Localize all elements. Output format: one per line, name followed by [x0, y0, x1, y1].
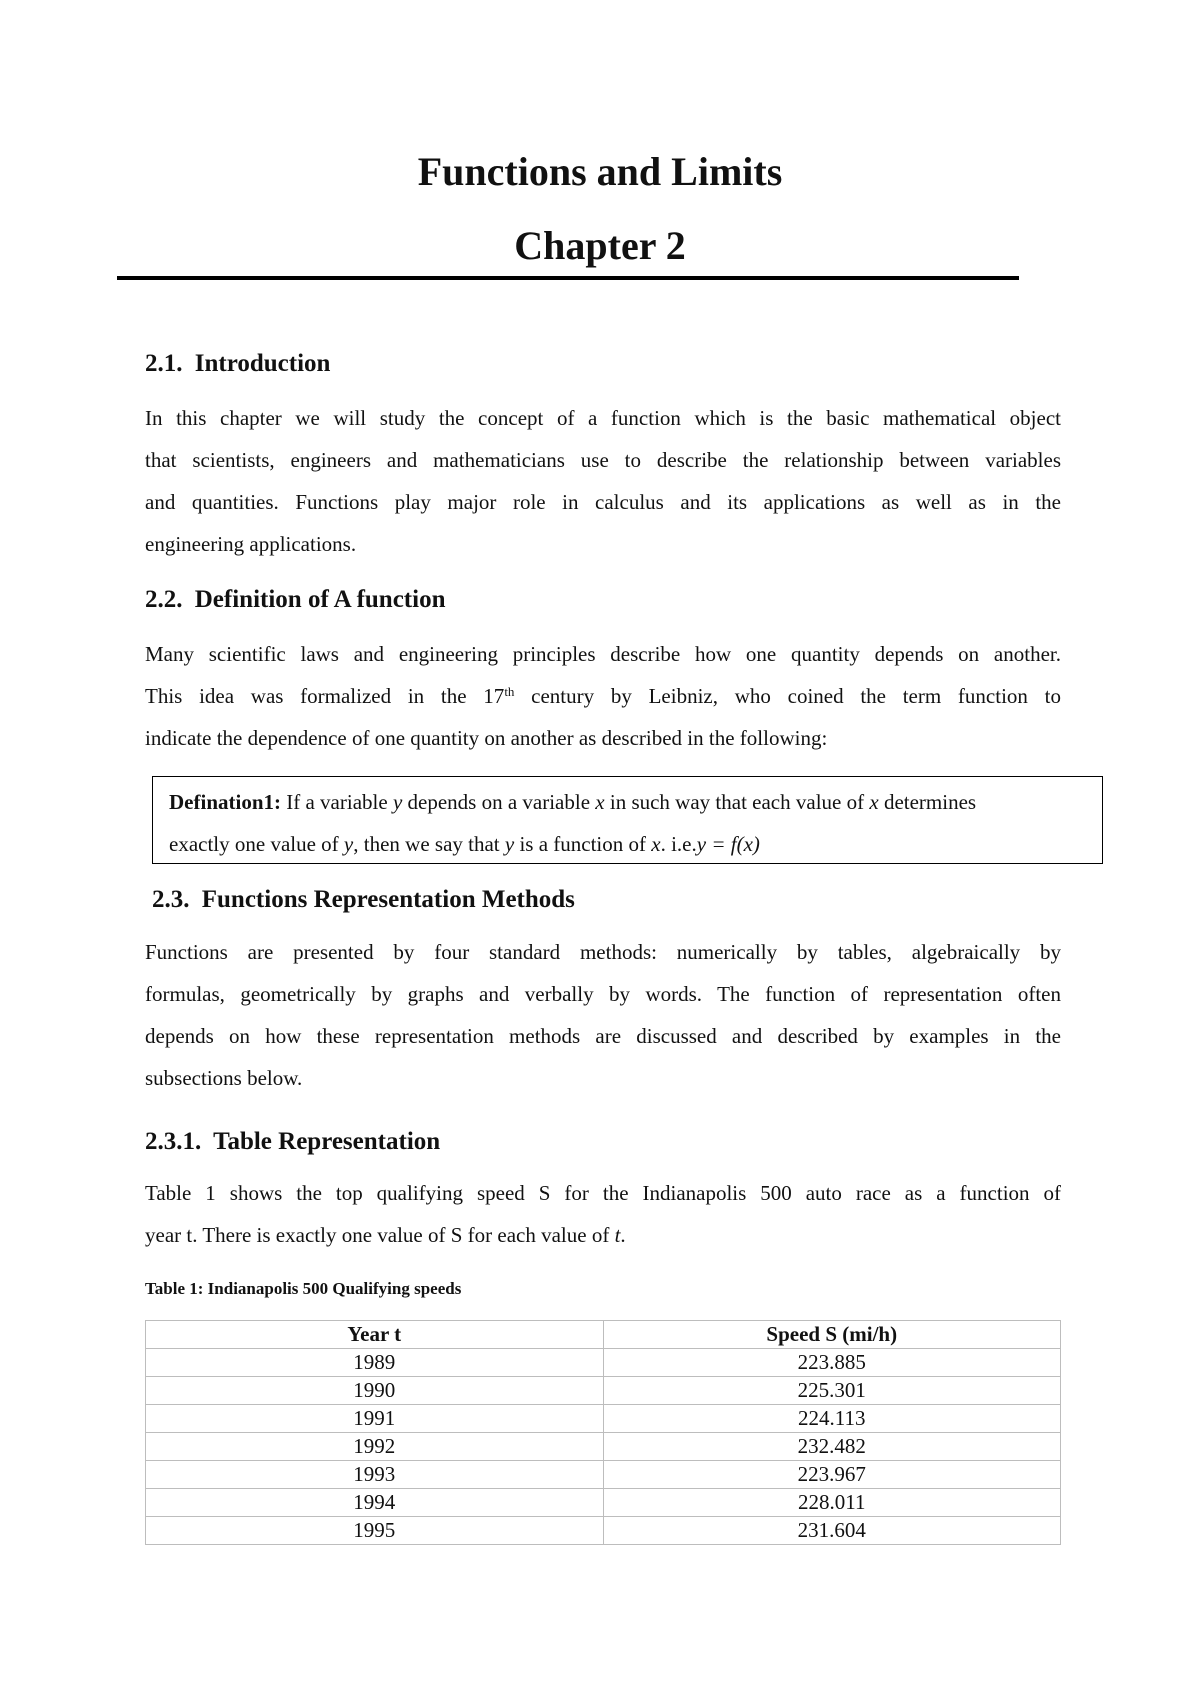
- speed-table: [145, 1320, 1061, 1545]
- math-formula: y = f(x): [696, 832, 760, 856]
- text-segment: If a variable: [281, 790, 393, 814]
- table-caption: Table 1: Indianapolis 500 Qualifying speeds: [145, 1279, 462, 1298]
- section-number: 2.3.1.: [145, 1128, 202, 1155]
- text-segment: determines: [878, 790, 977, 814]
- definition-line: [169, 823, 1088, 865]
- representation-paragraph: [145, 931, 1061, 1099]
- text-line: formulas, geometrically by graphs and verbally by words. The function of representation often: [145, 982, 1061, 1006]
- text-segment: , then we say that: [353, 832, 505, 856]
- table-cell: 1989: [146, 1349, 604, 1377]
- text-segment: century by Leibniz, who coined the term function to: [514, 684, 1061, 708]
- table-row: [146, 1349, 1061, 1377]
- text-line: Functions are presented by four standard methods: numerically by tables, algebraically by: [145, 940, 1061, 964]
- table-row: [146, 1461, 1061, 1489]
- text-line: Many scientific laws and engineering principles describe how one quantity depends on another.: [145, 642, 1061, 666]
- table-cell: 1990: [146, 1377, 604, 1405]
- table-row: [146, 1433, 1061, 1461]
- section-number: 2.2.: [145, 586, 183, 613]
- text-line: indicate the dependence of one quantity on another as described in the following:: [145, 726, 828, 750]
- chapter-title: Chapter 2: [514, 223, 686, 268]
- math-variable: x: [869, 790, 879, 814]
- table-cell: 1992: [146, 1433, 604, 1461]
- section-heading-representation: [152, 886, 575, 914]
- text-line: In this chapter we will study the concept of a function which is the basic mathematical object: [145, 406, 1061, 430]
- section-heading-definition: [145, 586, 445, 614]
- superscript: th: [504, 684, 515, 699]
- definition-label: Defination1:: [169, 790, 281, 814]
- column-header: Speed S (mi/h): [603, 1321, 1061, 1349]
- table-row: [146, 1517, 1061, 1545]
- text-segment: in such way that each value of: [604, 790, 870, 814]
- text-line: that scientists, engineers and mathematicians use to describe the relationship between variables: [145, 448, 1061, 472]
- table-row: [146, 1405, 1061, 1433]
- text-line: subsections below.: [145, 1066, 303, 1090]
- text-segment: is a function of: [514, 832, 652, 856]
- table-cell: 223.885: [603, 1349, 1061, 1377]
- table-cell: 228.011: [603, 1489, 1061, 1517]
- column-header: Year t: [146, 1321, 604, 1349]
- table-cell: 1995: [146, 1517, 604, 1545]
- page-title: Functions and Limits: [417, 149, 783, 194]
- title-divider: [117, 276, 1019, 280]
- table-row: [146, 1489, 1061, 1517]
- section-heading-table: [145, 1128, 440, 1156]
- table-cell: 225.301: [603, 1377, 1061, 1405]
- section-number: 2.1.: [145, 350, 183, 377]
- text-line: [145, 675, 1061, 717]
- table-cell: 223.967: [603, 1461, 1061, 1489]
- table-cell: 232.482: [603, 1433, 1061, 1461]
- table-cell: 1991: [146, 1405, 604, 1433]
- math-variable: x: [595, 790, 605, 814]
- table-cell: 224.113: [603, 1405, 1061, 1433]
- text-line: engineering applications.: [145, 532, 357, 556]
- text-segment: . i.e.: [660, 832, 697, 856]
- introduction-paragraph: [145, 397, 1061, 565]
- table-cell: 231.604: [603, 1517, 1061, 1545]
- math-variable: y: [504, 832, 515, 856]
- text-line: and quantities. Functions play major role in calculus and its applications as well as in the: [145, 490, 1061, 514]
- text-segment: .: [620, 1223, 626, 1247]
- section-number: 2.3.: [152, 886, 190, 913]
- math-variable: x: [651, 832, 661, 856]
- text-segment: This idea was formalized in the 17: [145, 684, 505, 708]
- math-variable: y: [343, 832, 354, 856]
- definition-box: [152, 776, 1103, 864]
- text-segment: year t. There is exactly one value of S for each value of: [145, 1223, 615, 1247]
- text-line: depends on how these representation methods are discussed and described by examples in the: [145, 1024, 1061, 1048]
- text-segment: exactly one value of: [169, 832, 344, 856]
- table-cell: 1994: [146, 1489, 604, 1517]
- section-title: Table Representation: [213, 1128, 441, 1155]
- table-row: [146, 1377, 1061, 1405]
- section-heading-introduction: [145, 350, 330, 378]
- definition-paragraph: [145, 633, 1061, 759]
- table-header-row: [146, 1321, 1061, 1349]
- text-line: Table 1 shows the top qualifying speed S for the Indianapolis 500 auto race as a function of: [145, 1181, 1061, 1205]
- table-cell: 1993: [146, 1461, 604, 1489]
- section-title: Introduction: [194, 350, 331, 377]
- section-title: Definition of A function: [194, 586, 446, 613]
- section-title: Functions Representation Methods: [201, 886, 575, 913]
- math-variable: y: [392, 790, 403, 814]
- text-segment: depends on a variable: [402, 790, 596, 814]
- math-variable: t: [614, 1223, 621, 1247]
- text-line: [145, 1214, 1061, 1256]
- table-paragraph: [145, 1172, 1061, 1256]
- definition-line: [169, 781, 1088, 823]
